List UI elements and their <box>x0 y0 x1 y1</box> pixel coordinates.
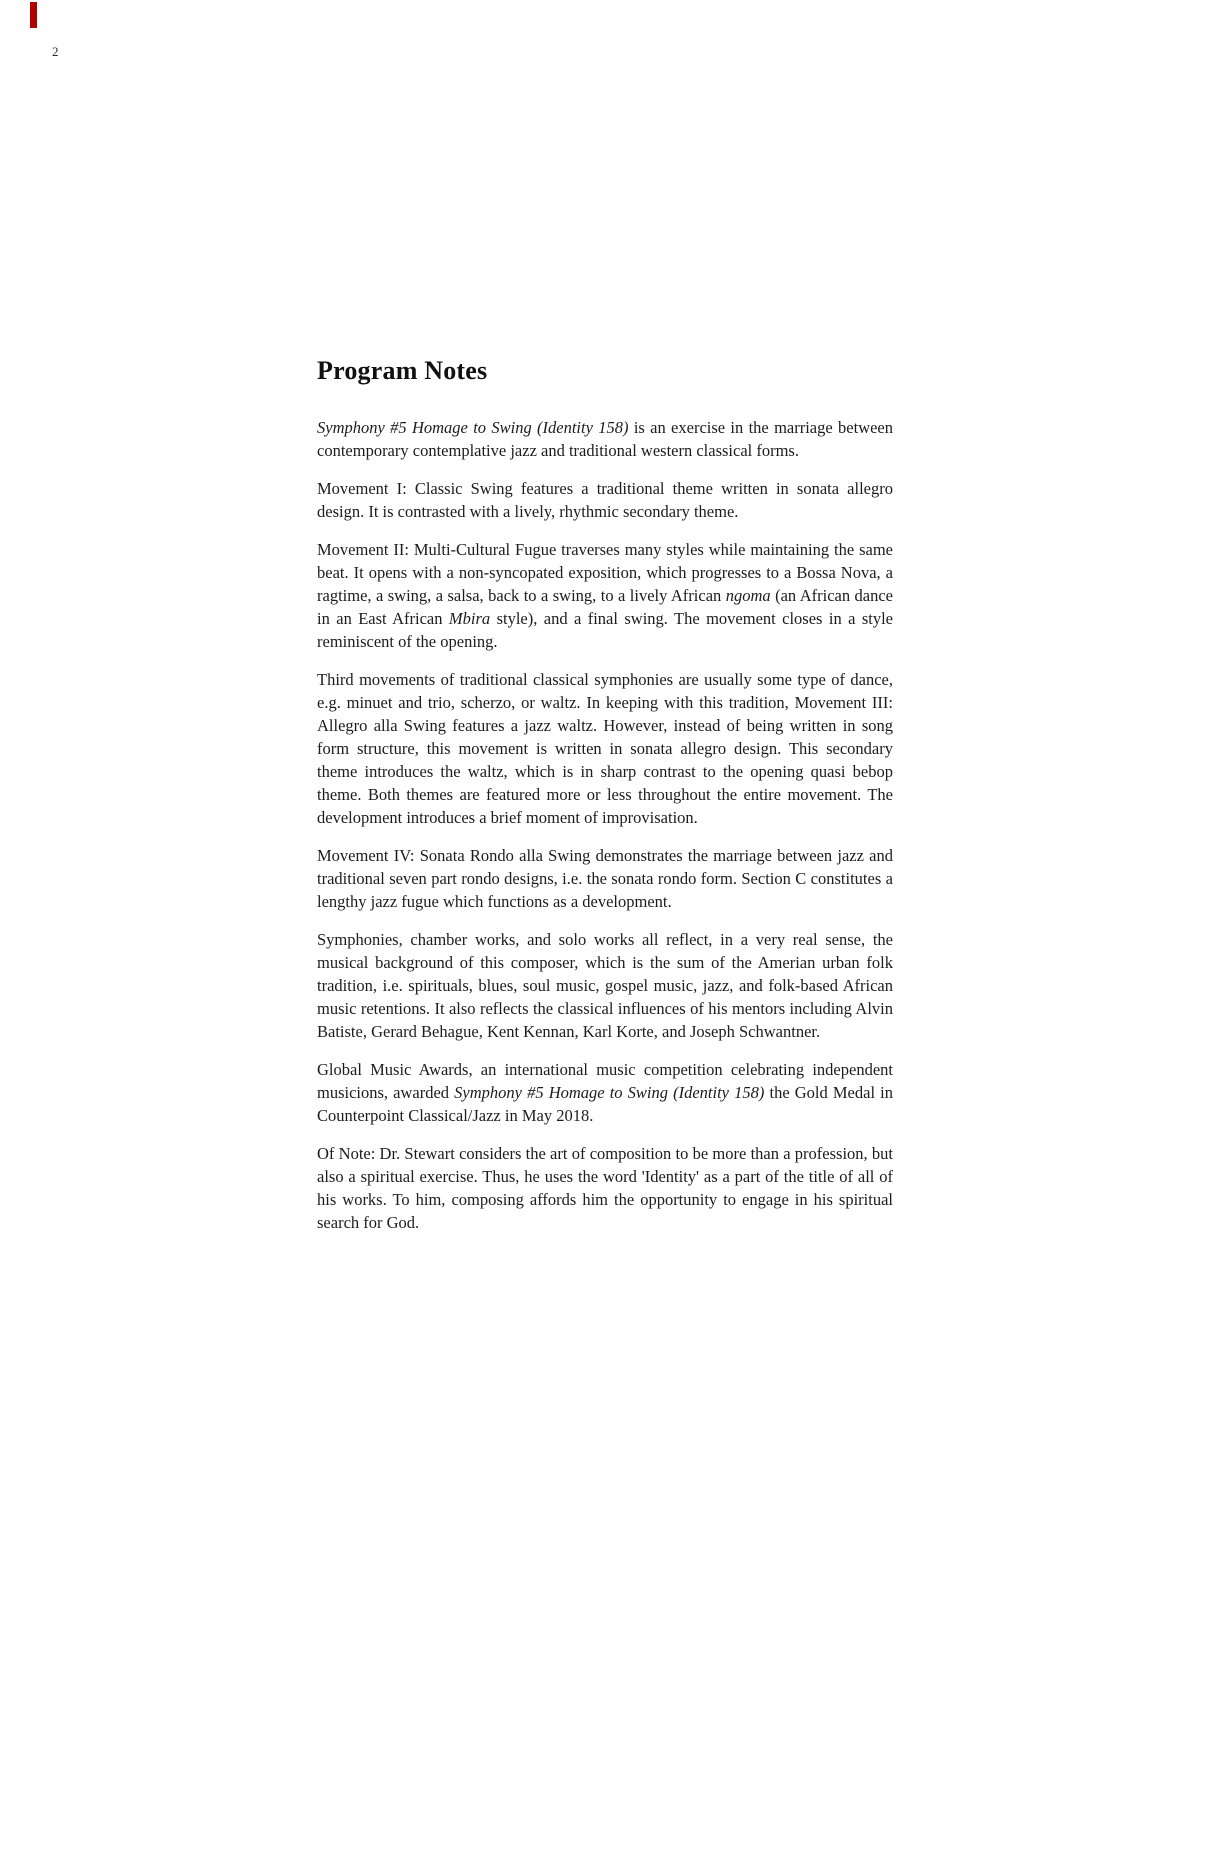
italic-text-run: Mbira <box>448 609 491 628</box>
text-run: Global Music Awards, an international music competition celebrating independent musicions, awarded <box>317 1060 893 1102</box>
page-number: 2 <box>52 44 59 59</box>
text-run: the Gold Medal in Counterpoint Classical/Jazz in May 2018. <box>317 1083 893 1125</box>
italic-text-run: Symphony #5 Homage to Swing (Identity 158) <box>454 1083 765 1102</box>
paragraph <box>317 844 893 913</box>
text-run: Movement IV: Sonata Rondo alla Swing demonstrates the marriage between jazz and traditional seven part rondo designs, i.e. the sonata rondo form. Section C constitutes a lengthy jazz fugue which functions as a development. <box>317 846 893 911</box>
italic-text-run: Symphony #5 Homage to Swing (Identity 158) <box>317 418 629 437</box>
text-run: Of Note: Dr. Stewart considers the art of composition to be more than a profession, but also a spiritual exercise. Thus, he uses the word 'Identity' as a part of the title of all of his works. To him, composing affords him the opportunity to engage in his spiritual search for God. <box>317 1144 893 1232</box>
text-run: Third movements of traditional classical symphonies are usually some type of dance, e.g. minuet and trio, scherzo, or waltz. In keeping with this tradition, Movement III: Allegro alla Swing features a jazz waltz. However, instead of being written in song form structure, this movement is written in sonata allegro design. This secondary theme introduces the waltz, which is in sharp contrast to the opening quasi bebop theme. Both themes are featured more or less throughout the entire movement. The development introduces a brief moment of improvisation. <box>317 670 893 827</box>
text-run: Symphonies, chamber works, and solo works all reflect, in a very real sense, the musical background of this composer, which is the sum of the Amerian urban folk tradition, i.e. spirituals, blues, soul music, gospel music, jazz, and folk-based African music retentions. It also reflects the classical influences of his mentors including Alvin Batiste, Gerard Behague, Kent Kennan, Karl Korte, and Joseph Schwantner. <box>317 930 893 1041</box>
red-margin-marker <box>30 2 37 28</box>
paragraph <box>317 668 893 829</box>
paragraph <box>317 416 893 462</box>
paragraph <box>317 477 893 523</box>
program-notes-content <box>317 356 893 1249</box>
text-run: style), and a final swing. The movement closes in a style reminiscent of the opening. <box>317 609 893 651</box>
paragraph <box>317 1058 893 1127</box>
text-run: Movement II: Multi-Cultural Fugue traverses many styles while maintaining the same beat. It opens with a non-syncopated exposition, which progresses to a Bossa Nova, a ragtime, a swing, a salsa, back to a swing, to a lively African <box>317 540 893 605</box>
paragraph <box>317 538 893 653</box>
page-title: Program Notes <box>317 356 488 385</box>
text-run: is an exercise in the marriage between contemporary contemplative jazz and traditional western classical forms. <box>317 418 894 460</box>
italic-text-run: ngoma <box>725 586 771 605</box>
text-run: (an African dance in an East African <box>317 586 893 628</box>
text-run: Movement I: Classic Swing features a traditional theme written in sonata allegro design. It is contrasted with a lively, rhythmic secondary theme. <box>317 479 893 521</box>
paragraph <box>317 928 893 1043</box>
paragraph-list <box>317 416 893 1234</box>
paragraph <box>317 1142 893 1234</box>
